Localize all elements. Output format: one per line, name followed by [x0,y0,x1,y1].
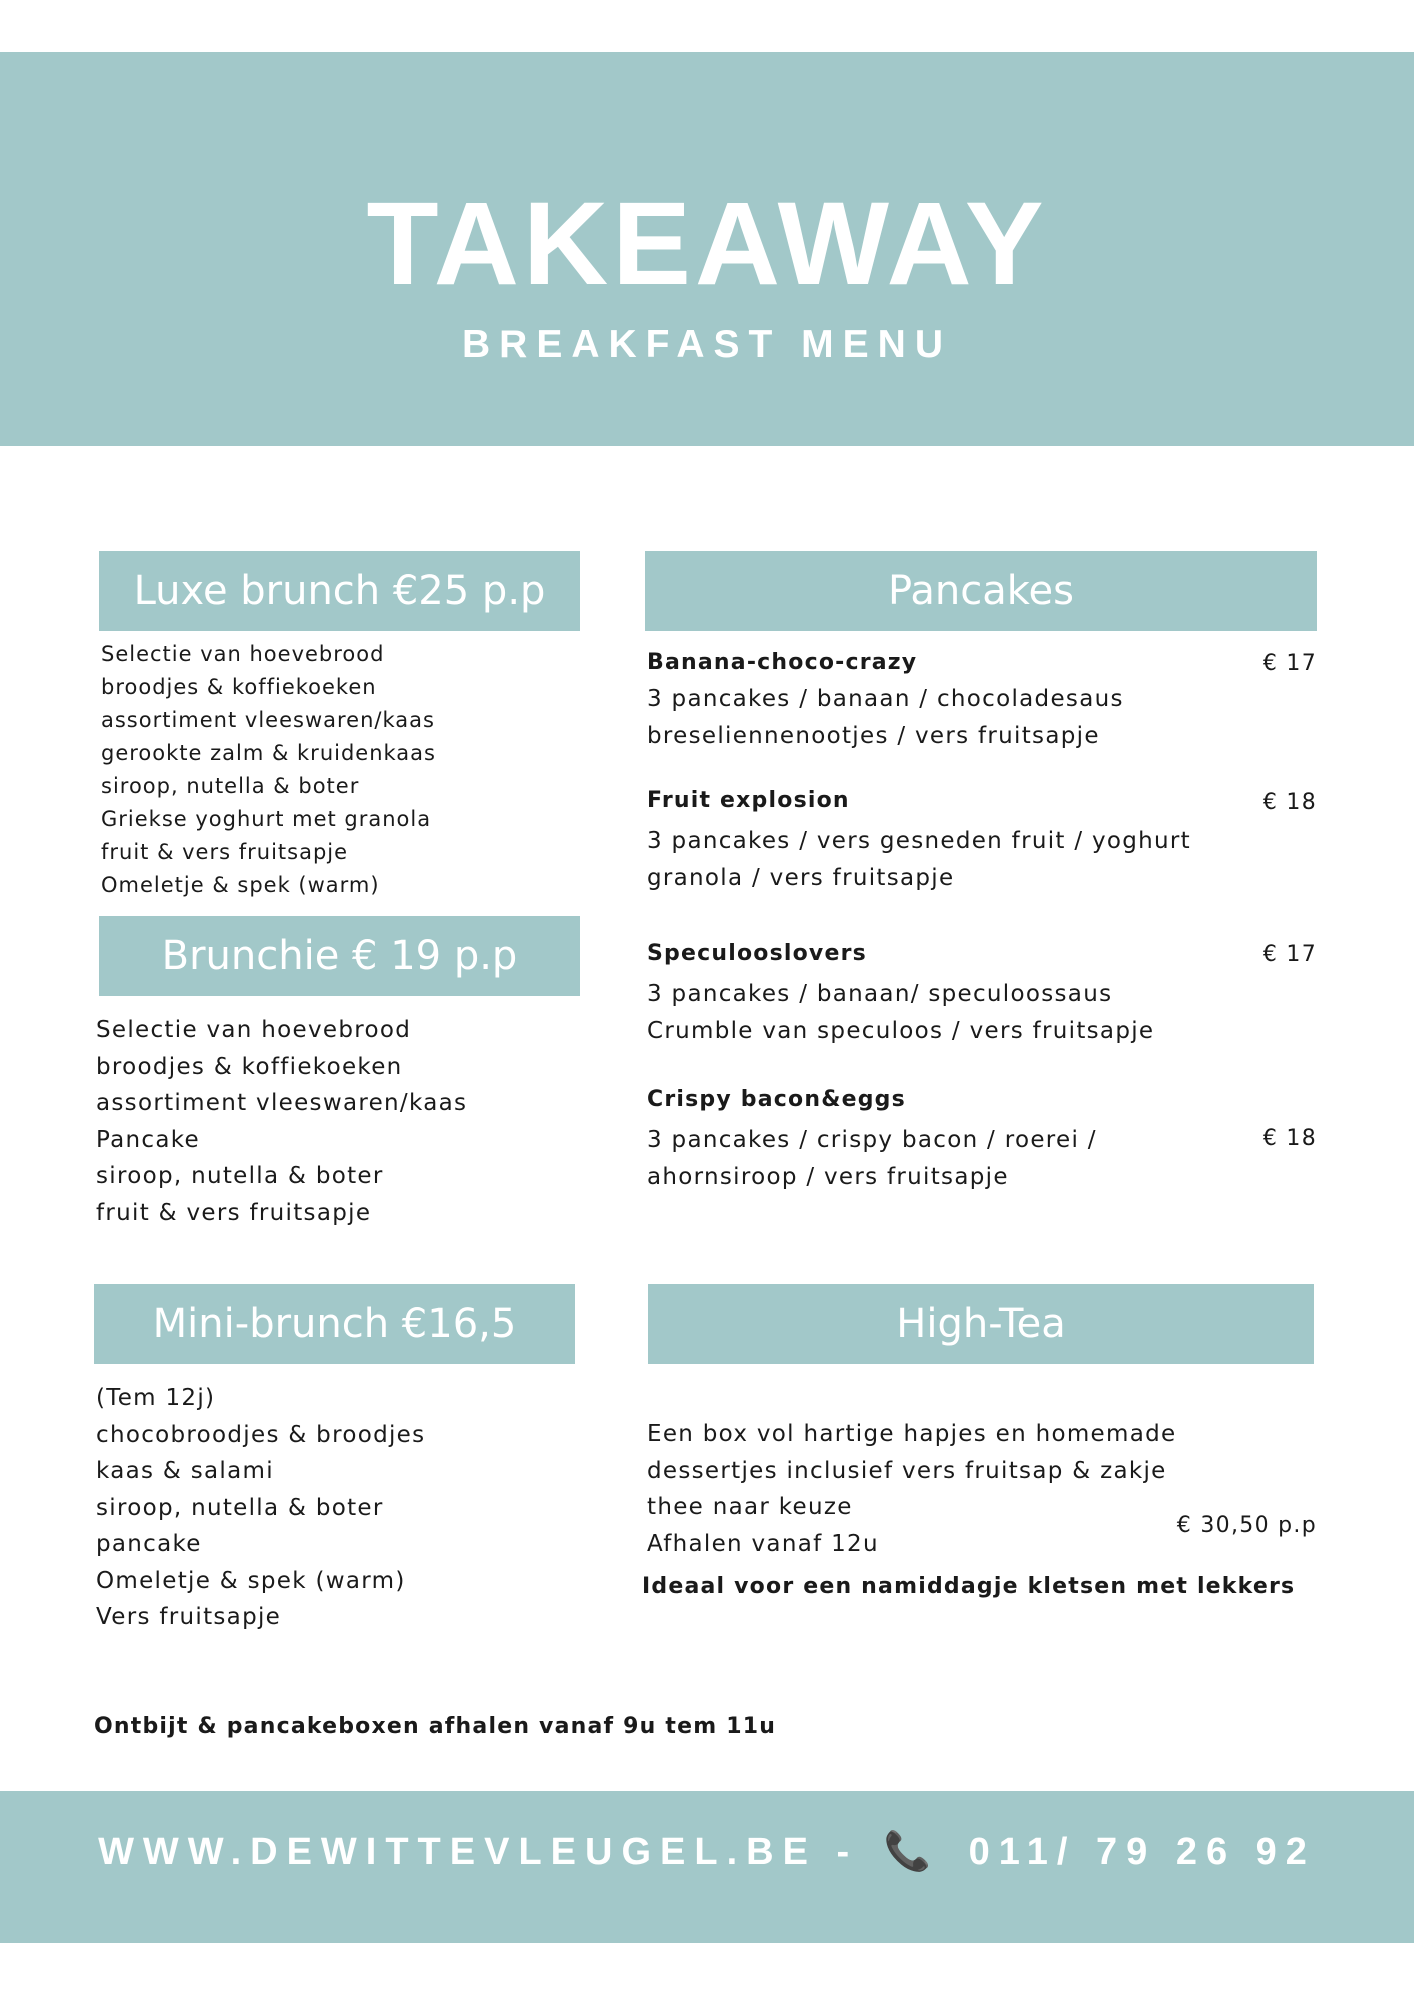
list-item: Pancake [96,1126,200,1153]
mini-brunch-list [96,1380,425,1636]
list-item: chocobroodjes & broodjes [96,1421,426,1448]
list-item: Een box vol hartige hapjes en homemade [647,1421,1177,1447]
menu-item-desc: 3 pancakes / banaan/ speculoossaus [647,981,1113,1007]
list-item: pancake [96,1531,202,1557]
list-item: fruit & vers fruitsapje [96,1199,372,1226]
list-item: siroop, nutella & boter [101,774,360,798]
menu-item-price: € 17 [1262,651,1317,676]
list-item: Omeletje & spek (warm) [96,1567,406,1594]
menu-item-desc: 3 pancakes / banaan / chocoladesaus [647,686,1124,712]
brunchie-list [96,1012,467,1231]
high-tea-note: Ideaal voor een namiddagje kletsen met lekkers [642,1574,1296,1599]
footer-contact [0,1829,1414,1876]
section-header-luxe-brunch: Luxe brunch €25 p.p [99,551,580,631]
list-item: fruit & vers fruitsapje [101,840,349,864]
menu-item-name: Fruit explosion [647,788,850,813]
menu-item-crispy-bacon-eggs [647,1082,1317,1195]
menu-item-fruit-explosion [647,783,1317,896]
menu-item-desc: 3 pancakes / vers gesneden fruit / yoghurt [647,828,1191,854]
list-item: Selectie van hoevebrood [101,642,385,666]
list-item: siroop, nutella & boter [96,1494,384,1521]
list-item: thee naar keuze [647,1494,853,1520]
website-link[interactable]: WWW.DEWITTEVLEUGEL.BE - [98,1831,859,1873]
luxe-brunch-list [101,638,436,902]
menu-item-name: Banana-choco-crazy [647,650,918,675]
list-item: Vers fruitsapje [96,1604,282,1630]
menu-item-speculooslovers [647,936,1317,1049]
high-tea-description [647,1416,1176,1562]
list-item: (Tem 12j) [96,1385,216,1411]
menu-item-price: € 18 [1262,790,1317,815]
list-item: Selectie van hoevebrood [96,1017,412,1043]
list-item: broodjes & koffiekoeken [96,1053,403,1080]
section-header-brunchie: Brunchie € 19 p.p [99,916,580,996]
list-item: assortiment vleeswaren/kaas [101,708,435,732]
section-header-mini-brunch: Mini-brunch €16,5 [94,1284,575,1364]
list-item: assortiment vleeswaren/kaas [96,1090,468,1116]
section-header-pancakes: Pancakes [645,551,1317,631]
phone-icon: 📞 [883,1829,932,1873]
page-title: TAKEAWAY [366,178,1048,310]
menu-item-banana-choco-crazy [647,645,1317,754]
menu-item-desc: granola / vers fruitsapje [647,864,955,891]
menu-item-name: Speculooslovers [647,941,867,966]
menu-item-price: € 18 [1262,1126,1317,1151]
list-item: kaas & salami [96,1458,274,1484]
menu-item-desc: ahornsiroop / vers fruitsapje [647,1163,1009,1190]
pickup-note: Ontbijt & pancakeboxen afhalen vanaf 9u tem 11u [94,1714,777,1739]
list-item: broodjes & koffiekoeken [101,675,377,699]
list-item: siroop, nutella & boter [96,1163,384,1189]
menu-item-desc: breseliennenootjes / vers fruitsapje [647,722,1100,749]
list-item: dessertjes inclusief vers fruitsap & zakje [647,1457,1167,1484]
section-header-high-tea: High-Tea [648,1284,1314,1364]
menu-item-price: € 17 [1262,942,1317,967]
menu-item-desc: 3 pancakes / crispy bacon / roerei / [647,1127,1097,1153]
list-item: gerookte zalm & kruidenkaas [101,741,436,765]
menu-item-name: Crispy bacon&eggs [647,1087,906,1112]
high-tea-price: € 30,50 p.p [1176,1513,1317,1538]
phone-number[interactable]: 011/ 79 26 92 [968,1831,1316,1873]
menu-item-desc: Crumble van speculoos / vers fruitsapje [647,1017,1155,1044]
list-item: Omeletje & spek (warm) [101,873,380,897]
list-item: Afhalen vanaf 12u [647,1530,879,1557]
page-subtitle: BREAKFAST MENU [461,323,952,366]
list-item: Griekse yoghurt met granola [101,807,432,831]
